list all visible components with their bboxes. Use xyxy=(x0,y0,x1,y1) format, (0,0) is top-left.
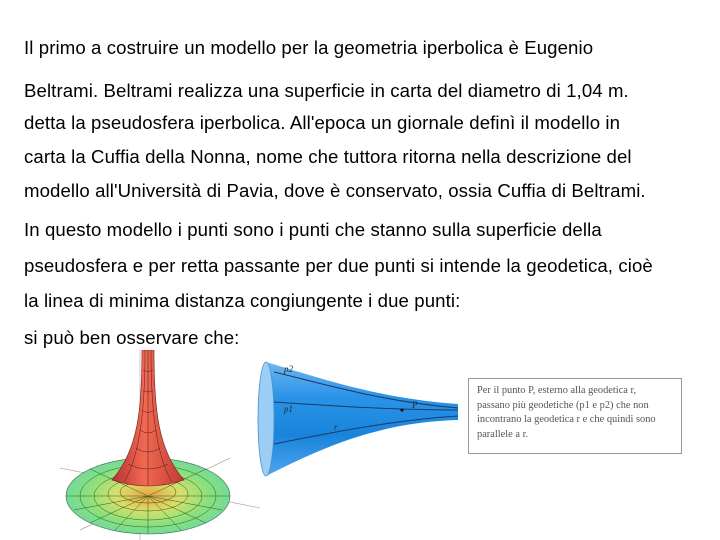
body-text-line-7: pseudosfera e per retta passante per due punti si intende la geodetica, cioè xyxy=(24,255,653,276)
body-text-line-2: Beltrami. Beltrami realizza una superficie in carta del diametro di 1,04 m. xyxy=(24,80,629,101)
body-text-line-9: si può ben osservare che: xyxy=(24,327,240,348)
pseudosphere-figure xyxy=(60,350,260,540)
point-p-marker xyxy=(400,408,403,411)
caption-text: Per il punto P, esterno alla geodetica r, passano più geodetiche (p1 e p2) che non incontrano la geodetica r e che quindi sono parallele a r. xyxy=(477,385,656,440)
body-text-line-1: Il primo a costruire un modello per la geometria iperbolica è Eugenio xyxy=(24,37,594,58)
body-text-line-4: carta la Cuffia della Nonna, nome che tuttora ritorna nella descrizione del xyxy=(24,146,632,167)
geodesics-figure xyxy=(254,358,458,480)
body-text-line-3: detta la pseudosfera iperbolica. All'epoca un giornale definì il modello in xyxy=(24,112,621,133)
label-p1: p1 xyxy=(284,404,293,414)
body-text-line-8: la linea di minima distanza congiungente i due punti: xyxy=(24,290,461,311)
body-text-line-5: modello all'Università di Pavia, dove è conservato, ossia Cuffia di Beltrami. xyxy=(24,180,646,201)
label-r: r xyxy=(334,422,338,432)
caption-box xyxy=(468,378,682,454)
label-P: P xyxy=(412,400,418,410)
body-text-line-6: In questo modello i punti sono i punti che stanno sulla superficie della xyxy=(24,219,602,240)
label-p2: p2 xyxy=(284,364,293,374)
